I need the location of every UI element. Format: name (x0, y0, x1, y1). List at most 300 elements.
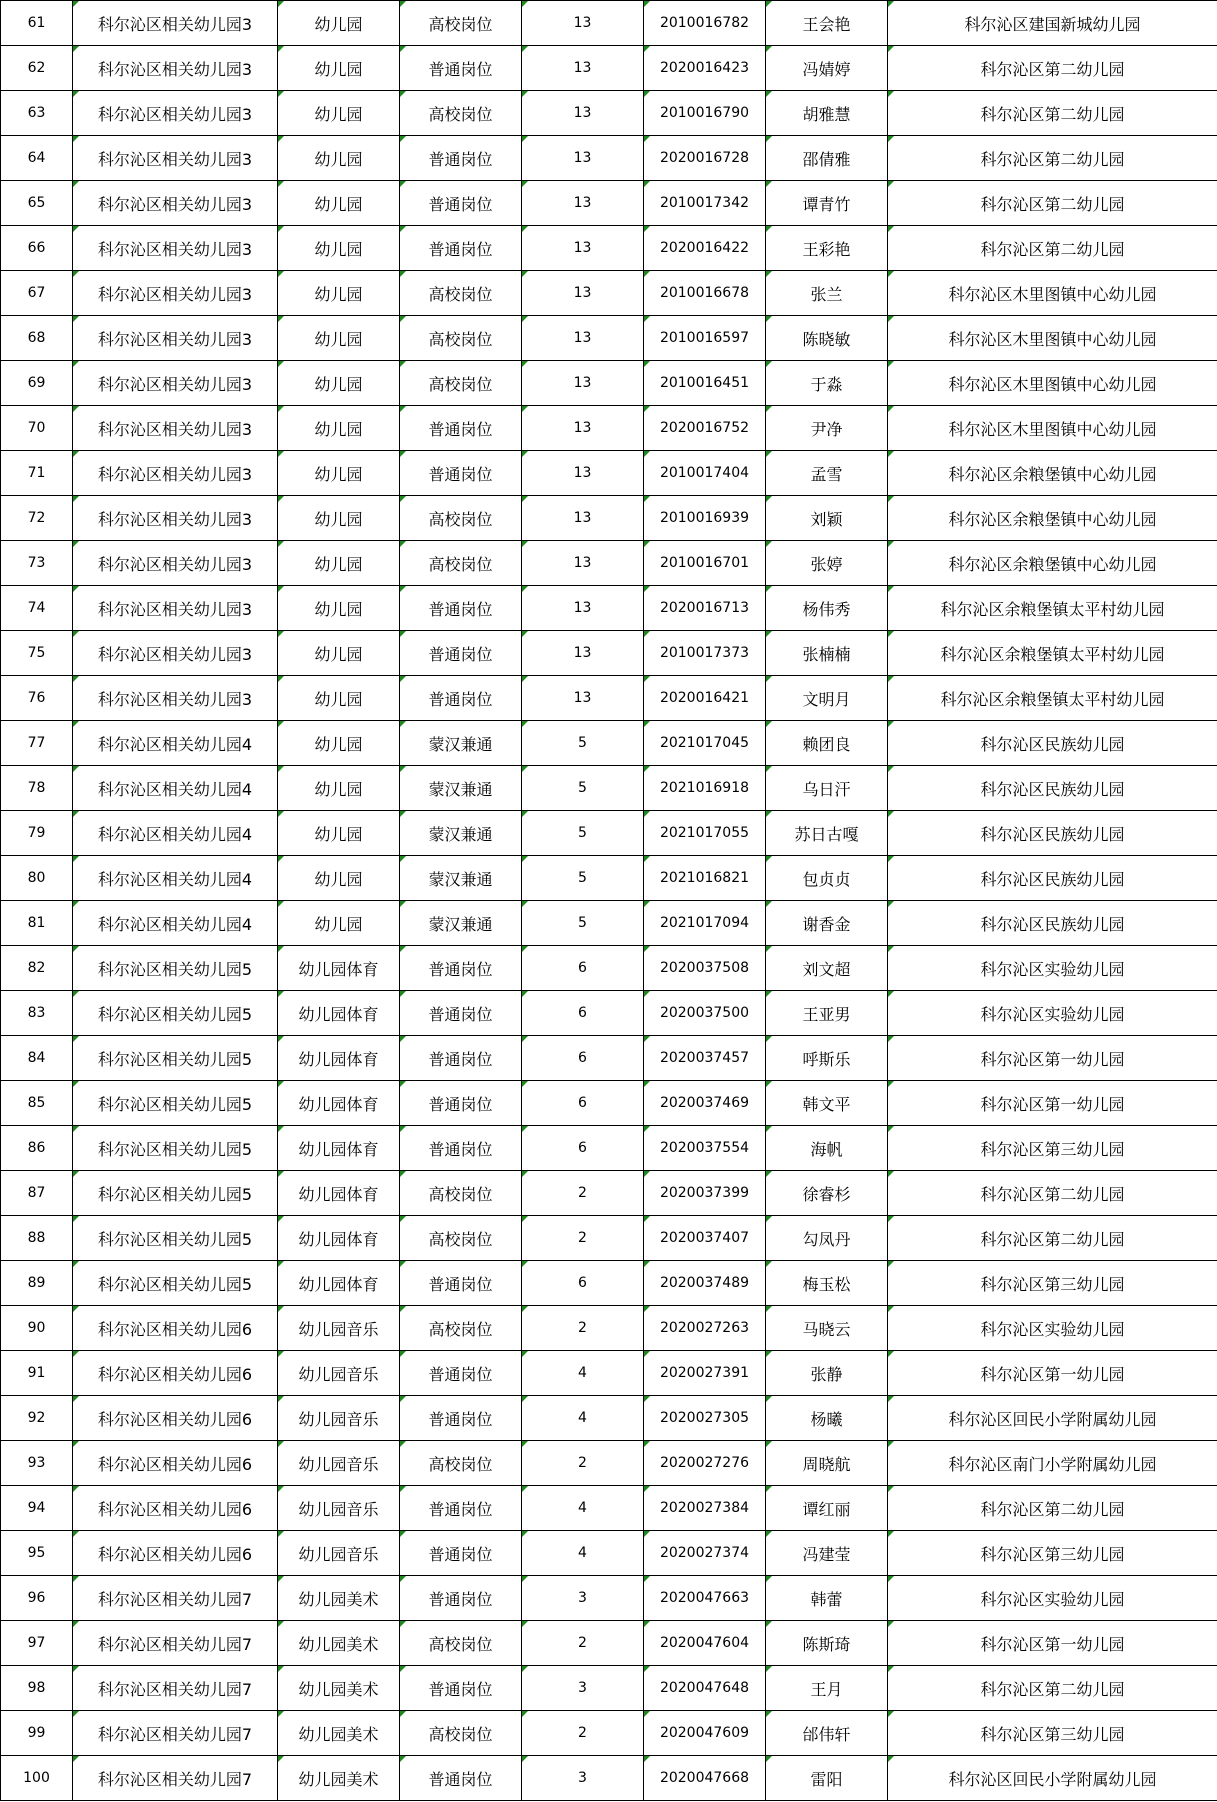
subject-cell: 幼儿园美术 (278, 1711, 400, 1756)
post-type-cell: 高校岗位 (400, 541, 522, 586)
school-cell: 科尔沁区第二幼儿园 (888, 1486, 1217, 1531)
post-type-cell: 高校岗位 (400, 1441, 522, 1486)
quota-cell: 6 (522, 1036, 644, 1081)
table-row (1, 1666, 1217, 1711)
quota-cell: 13 (522, 271, 644, 316)
table-row (1, 226, 1217, 271)
seq-cell: 90 (1, 1306, 73, 1351)
seq-cell: 98 (1, 1666, 73, 1711)
name-cell: 周晓航 (766, 1441, 888, 1486)
school-cell: 科尔沁区余粮堡镇中心幼儿园 (888, 451, 1217, 496)
exam-id-cell: 2021017094 (644, 901, 766, 946)
post-type-cell: 高校岗位 (400, 1711, 522, 1756)
unit-cell: 科尔沁区相关幼儿园6 (73, 1441, 278, 1486)
subject-cell: 幼儿园体育 (278, 1216, 400, 1261)
school-cell: 科尔沁区第一幼儿园 (888, 1351, 1217, 1396)
exam-id-cell: 2020027305 (644, 1396, 766, 1441)
subject-cell: 幼儿园 (278, 901, 400, 946)
school-cell: 科尔沁区第二幼儿园 (888, 1171, 1217, 1216)
name-cell: 杨曦 (766, 1396, 888, 1441)
table-row (1, 766, 1217, 811)
quota-cell: 4 (522, 1396, 644, 1441)
name-cell: 张楠楠 (766, 631, 888, 676)
name-cell: 海帆 (766, 1126, 888, 1171)
school-cell: 科尔沁区第三幼儿园 (888, 1531, 1217, 1576)
name-cell: 张静 (766, 1351, 888, 1396)
name-cell: 韩蕾 (766, 1576, 888, 1621)
seq-cell: 84 (1, 1036, 73, 1081)
name-cell: 张兰 (766, 271, 888, 316)
school-cell: 科尔沁区第一幼儿园 (888, 1081, 1217, 1126)
table-row (1, 946, 1217, 991)
table-row (1, 181, 1217, 226)
unit-cell: 科尔沁区相关幼儿园4 (73, 856, 278, 901)
table-row (1, 271, 1217, 316)
subject-cell: 幼儿园 (278, 496, 400, 541)
seq-cell: 87 (1, 1171, 73, 1216)
name-cell: 尹净 (766, 406, 888, 451)
table-row (1, 721, 1217, 766)
unit-cell: 科尔沁区相关幼儿园4 (73, 811, 278, 856)
name-cell: 王月 (766, 1666, 888, 1711)
subject-cell: 幼儿园体育 (278, 1081, 400, 1126)
table-row (1, 316, 1217, 361)
subject-cell: 幼儿园美术 (278, 1666, 400, 1711)
exam-id-cell: 2010017404 (644, 451, 766, 496)
subject-cell: 幼儿园 (278, 541, 400, 586)
exam-id-cell: 2020016728 (644, 136, 766, 181)
school-cell: 科尔沁区余粮堡镇太平村幼儿园 (888, 676, 1217, 721)
table-row (1, 1396, 1217, 1441)
name-cell: 杨伟秀 (766, 586, 888, 631)
subject-cell: 幼儿园音乐 (278, 1306, 400, 1351)
quota-cell: 6 (522, 1126, 644, 1171)
exam-id-cell: 2021017045 (644, 721, 766, 766)
exam-id-cell: 2020037469 (644, 1081, 766, 1126)
subject-cell: 幼儿园 (278, 406, 400, 451)
exam-id-cell: 2020047609 (644, 1711, 766, 1756)
school-cell: 科尔沁区民族幼儿园 (888, 721, 1217, 766)
table-row (1, 1261, 1217, 1306)
subject-cell: 幼儿园体育 (278, 1126, 400, 1171)
exam-id-cell: 2020016713 (644, 586, 766, 631)
post-type-cell: 高校岗位 (400, 361, 522, 406)
table-row (1, 1351, 1217, 1396)
seq-cell: 61 (1, 1, 73, 46)
unit-cell: 科尔沁区相关幼儿园3 (73, 271, 278, 316)
subject-cell: 幼儿园 (278, 856, 400, 901)
unit-cell: 科尔沁区相关幼儿园3 (73, 181, 278, 226)
post-type-cell: 普通岗位 (400, 1576, 522, 1621)
unit-cell: 科尔沁区相关幼儿园6 (73, 1306, 278, 1351)
school-cell: 科尔沁区民族幼儿园 (888, 901, 1217, 946)
school-cell: 科尔沁区第一幼儿园 (888, 1036, 1217, 1081)
subject-cell: 幼儿园 (278, 361, 400, 406)
unit-cell: 科尔沁区相关幼儿园7 (73, 1621, 278, 1666)
seq-cell: 71 (1, 451, 73, 496)
quota-cell: 13 (522, 451, 644, 496)
subject-cell: 幼儿园美术 (278, 1756, 400, 1801)
post-type-cell: 普通岗位 (400, 406, 522, 451)
name-cell: 勾凤丹 (766, 1216, 888, 1261)
seq-cell: 74 (1, 586, 73, 631)
subject-cell: 幼儿园体育 (278, 1261, 400, 1306)
table-row (1, 901, 1217, 946)
post-type-cell: 高校岗位 (400, 1, 522, 46)
subject-cell: 幼儿园 (278, 1, 400, 46)
unit-cell: 科尔沁区相关幼儿园6 (73, 1396, 278, 1441)
exam-id-cell: 2010016939 (644, 496, 766, 541)
subject-cell: 幼儿园音乐 (278, 1531, 400, 1576)
table-row (1, 1711, 1217, 1756)
seq-cell: 91 (1, 1351, 73, 1396)
subject-cell: 幼儿园音乐 (278, 1396, 400, 1441)
name-cell: 邵倩雅 (766, 136, 888, 181)
school-cell: 科尔沁区余粮堡镇中心幼儿园 (888, 541, 1217, 586)
post-type-cell: 蒙汉兼通 (400, 811, 522, 856)
name-cell: 冯建莹 (766, 1531, 888, 1576)
table-body (1, 1, 1217, 1801)
subject-cell: 幼儿园 (278, 271, 400, 316)
exam-id-cell: 2020016423 (644, 46, 766, 91)
quota-cell: 13 (522, 496, 644, 541)
exam-id-cell: 2010016790 (644, 91, 766, 136)
post-type-cell: 蒙汉兼通 (400, 901, 522, 946)
post-type-cell: 普通岗位 (400, 991, 522, 1036)
subject-cell: 幼儿园 (278, 226, 400, 271)
post-type-cell: 高校岗位 (400, 1216, 522, 1261)
school-cell: 科尔沁区民族幼儿园 (888, 811, 1217, 856)
exam-id-cell: 2010016782 (644, 1, 766, 46)
name-cell: 徐睿杉 (766, 1171, 888, 1216)
seq-cell: 65 (1, 181, 73, 226)
quota-cell: 13 (522, 586, 644, 631)
school-cell: 科尔沁区建国新城幼儿园 (888, 1, 1217, 46)
seq-cell: 80 (1, 856, 73, 901)
name-cell: 陈斯琦 (766, 1621, 888, 1666)
subject-cell: 幼儿园美术 (278, 1621, 400, 1666)
unit-cell: 科尔沁区相关幼儿园5 (73, 1126, 278, 1171)
exam-id-cell: 2010016597 (644, 316, 766, 361)
table-row (1, 1621, 1217, 1666)
name-cell: 张婷 (766, 541, 888, 586)
quota-cell: 13 (522, 361, 644, 406)
unit-cell: 科尔沁区相关幼儿园3 (73, 631, 278, 676)
post-type-cell: 普通岗位 (400, 1531, 522, 1576)
subject-cell: 幼儿园 (278, 181, 400, 226)
seq-cell: 73 (1, 541, 73, 586)
table-row (1, 1, 1217, 46)
table-row (1, 1306, 1217, 1351)
name-cell: 邰伟轩 (766, 1711, 888, 1756)
exam-id-cell: 2020037508 (644, 946, 766, 991)
name-cell: 胡雅慧 (766, 91, 888, 136)
subject-cell: 幼儿园音乐 (278, 1351, 400, 1396)
school-cell: 科尔沁区实验幼儿园 (888, 991, 1217, 1036)
name-cell: 呼斯乐 (766, 1036, 888, 1081)
table-row (1, 541, 1217, 586)
seq-cell: 100 (1, 1756, 73, 1801)
seq-cell: 78 (1, 766, 73, 811)
subject-cell: 幼儿园体育 (278, 1171, 400, 1216)
seq-cell: 77 (1, 721, 73, 766)
school-cell: 科尔沁区余粮堡镇太平村幼儿园 (888, 586, 1217, 631)
unit-cell: 科尔沁区相关幼儿园6 (73, 1531, 278, 1576)
seq-cell: 99 (1, 1711, 73, 1756)
school-cell: 科尔沁区余粮堡镇太平村幼儿园 (888, 631, 1217, 676)
unit-cell: 科尔沁区相关幼儿园3 (73, 451, 278, 496)
table-row (1, 1756, 1217, 1801)
quota-cell: 2 (522, 1441, 644, 1486)
table-row (1, 136, 1217, 181)
post-type-cell: 蒙汉兼通 (400, 766, 522, 811)
exam-id-cell: 2020016422 (644, 226, 766, 271)
unit-cell: 科尔沁区相关幼儿园3 (73, 91, 278, 136)
exam-id-cell: 2020027391 (644, 1351, 766, 1396)
seq-cell: 76 (1, 676, 73, 721)
unit-cell: 科尔沁区相关幼儿园3 (73, 676, 278, 721)
table-row (1, 91, 1217, 136)
subject-cell: 幼儿园体育 (278, 991, 400, 1036)
unit-cell: 科尔沁区相关幼儿园3 (73, 136, 278, 181)
exam-id-cell: 2021017055 (644, 811, 766, 856)
quota-cell: 6 (522, 946, 644, 991)
quota-cell: 5 (522, 721, 644, 766)
post-type-cell: 普通岗位 (400, 1036, 522, 1081)
post-type-cell: 蒙汉兼通 (400, 856, 522, 901)
unit-cell: 科尔沁区相关幼儿园3 (73, 316, 278, 361)
unit-cell: 科尔沁区相关幼儿园5 (73, 946, 278, 991)
school-cell: 科尔沁区实验幼儿园 (888, 946, 1217, 991)
subject-cell: 幼儿园 (278, 676, 400, 721)
post-type-cell: 普通岗位 (400, 1756, 522, 1801)
quota-cell: 5 (522, 856, 644, 901)
school-cell: 科尔沁区第二幼儿园 (888, 136, 1217, 181)
name-cell: 韩文平 (766, 1081, 888, 1126)
subject-cell: 幼儿园美术 (278, 1576, 400, 1621)
name-cell: 谭红丽 (766, 1486, 888, 1531)
exam-id-cell: 2020016421 (644, 676, 766, 721)
name-cell: 赖团良 (766, 721, 888, 766)
seq-cell: 63 (1, 91, 73, 136)
quota-cell: 13 (522, 406, 644, 451)
name-cell: 苏日古嘎 (766, 811, 888, 856)
post-type-cell: 普通岗位 (400, 226, 522, 271)
seq-cell: 81 (1, 901, 73, 946)
quota-cell: 13 (522, 46, 644, 91)
seq-cell: 93 (1, 1441, 73, 1486)
school-cell: 科尔沁区余粮堡镇中心幼儿园 (888, 496, 1217, 541)
name-cell: 马晓云 (766, 1306, 888, 1351)
post-type-cell: 普通岗位 (400, 136, 522, 181)
exam-id-cell: 2020047648 (644, 1666, 766, 1711)
name-cell: 冯婧婷 (766, 46, 888, 91)
unit-cell: 科尔沁区相关幼儿园4 (73, 901, 278, 946)
post-type-cell: 普通岗位 (400, 46, 522, 91)
post-type-cell: 高校岗位 (400, 316, 522, 361)
unit-cell: 科尔沁区相关幼儿园7 (73, 1666, 278, 1711)
post-type-cell: 普通岗位 (400, 1351, 522, 1396)
exam-id-cell: 2020027384 (644, 1486, 766, 1531)
table-row (1, 361, 1217, 406)
exam-id-cell: 2020047663 (644, 1576, 766, 1621)
table-row (1, 1441, 1217, 1486)
quota-cell: 13 (522, 631, 644, 676)
exam-id-cell: 2020037500 (644, 991, 766, 1036)
school-cell: 科尔沁区第二幼儿园 (888, 1666, 1217, 1711)
name-cell: 孟雪 (766, 451, 888, 496)
subject-cell: 幼儿园 (278, 811, 400, 856)
quota-cell: 6 (522, 991, 644, 1036)
subject-cell: 幼儿园 (278, 316, 400, 361)
post-type-cell: 高校岗位 (400, 1306, 522, 1351)
seq-cell: 86 (1, 1126, 73, 1171)
seq-cell: 83 (1, 991, 73, 1036)
unit-cell: 科尔沁区相关幼儿园7 (73, 1756, 278, 1801)
table-row (1, 406, 1217, 451)
school-cell: 科尔沁区第二幼儿园 (888, 181, 1217, 226)
quota-cell: 13 (522, 676, 644, 721)
table-row (1, 586, 1217, 631)
subject-cell: 幼儿园 (278, 721, 400, 766)
seq-cell: 94 (1, 1486, 73, 1531)
school-cell: 科尔沁区第二幼儿园 (888, 226, 1217, 271)
post-type-cell: 普通岗位 (400, 1396, 522, 1441)
table-row (1, 676, 1217, 721)
name-cell: 王会艳 (766, 1, 888, 46)
unit-cell: 科尔沁区相关幼儿园5 (73, 1081, 278, 1126)
exam-id-cell: 2010017373 (644, 631, 766, 676)
exam-id-cell: 2021016918 (644, 766, 766, 811)
name-cell: 刘文超 (766, 946, 888, 991)
unit-cell: 科尔沁区相关幼儿园5 (73, 1261, 278, 1306)
seq-cell: 64 (1, 136, 73, 181)
table-row (1, 1531, 1217, 1576)
unit-cell: 科尔沁区相关幼儿园5 (73, 991, 278, 1036)
quota-cell: 2 (522, 1216, 644, 1261)
name-cell: 谭青竹 (766, 181, 888, 226)
unit-cell: 科尔沁区相关幼儿园7 (73, 1711, 278, 1756)
school-cell: 科尔沁区第二幼儿园 (888, 91, 1217, 136)
subject-cell: 幼儿园 (278, 766, 400, 811)
table-row (1, 1576, 1217, 1621)
school-cell: 科尔沁区木里图镇中心幼儿园 (888, 361, 1217, 406)
subject-cell: 幼儿园 (278, 451, 400, 496)
quota-cell: 4 (522, 1486, 644, 1531)
exam-id-cell: 2010017342 (644, 181, 766, 226)
school-cell: 科尔沁区民族幼儿园 (888, 856, 1217, 901)
exam-id-cell: 2020047668 (644, 1756, 766, 1801)
school-cell: 科尔沁区回民小学附属幼儿园 (888, 1756, 1217, 1801)
unit-cell: 科尔沁区相关幼儿园3 (73, 226, 278, 271)
seq-cell: 97 (1, 1621, 73, 1666)
quota-cell: 5 (522, 901, 644, 946)
quota-cell: 13 (522, 226, 644, 271)
name-cell: 雷阳 (766, 1756, 888, 1801)
school-cell: 科尔沁区第二幼儿园 (888, 46, 1217, 91)
post-type-cell: 高校岗位 (400, 91, 522, 136)
subject-cell: 幼儿园音乐 (278, 1441, 400, 1486)
unit-cell: 科尔沁区相关幼儿园5 (73, 1036, 278, 1081)
exam-id-cell: 2010016451 (644, 361, 766, 406)
seq-cell: 62 (1, 46, 73, 91)
quota-cell: 13 (522, 1, 644, 46)
name-cell: 陈晓敏 (766, 316, 888, 361)
seq-cell: 68 (1, 316, 73, 361)
school-cell: 科尔沁区木里图镇中心幼儿园 (888, 316, 1217, 361)
subject-cell: 幼儿园 (278, 631, 400, 676)
table-row (1, 811, 1217, 856)
unit-cell: 科尔沁区相关幼儿园3 (73, 361, 278, 406)
quota-cell: 2 (522, 1621, 644, 1666)
exam-id-cell: 2020047604 (644, 1621, 766, 1666)
quota-cell: 13 (522, 136, 644, 181)
unit-cell: 科尔沁区相关幼儿园5 (73, 1171, 278, 1216)
unit-cell: 科尔沁区相关幼儿园3 (73, 46, 278, 91)
seq-cell: 95 (1, 1531, 73, 1576)
exam-id-cell: 2021016821 (644, 856, 766, 901)
unit-cell: 科尔沁区相关幼儿园6 (73, 1351, 278, 1396)
table-row (1, 631, 1217, 676)
school-cell: 科尔沁区第三幼儿园 (888, 1261, 1217, 1306)
quota-cell: 2 (522, 1171, 644, 1216)
unit-cell: 科尔沁区相关幼儿园3 (73, 541, 278, 586)
school-cell: 科尔沁区木里图镇中心幼儿园 (888, 406, 1217, 451)
name-cell: 乌日汗 (766, 766, 888, 811)
school-cell: 科尔沁区南门小学附属幼儿园 (888, 1441, 1217, 1486)
post-type-cell: 普通岗位 (400, 586, 522, 631)
school-cell: 科尔沁区民族幼儿园 (888, 766, 1217, 811)
unit-cell: 科尔沁区相关幼儿园4 (73, 721, 278, 766)
table-row (1, 991, 1217, 1036)
post-type-cell: 普通岗位 (400, 1486, 522, 1531)
name-cell: 文明月 (766, 676, 888, 721)
school-cell: 科尔沁区回民小学附属幼儿园 (888, 1396, 1217, 1441)
exam-id-cell: 2020027374 (644, 1531, 766, 1576)
unit-cell: 科尔沁区相关幼儿园7 (73, 1576, 278, 1621)
seq-cell: 69 (1, 361, 73, 406)
name-cell: 刘颖 (766, 496, 888, 541)
unit-cell: 科尔沁区相关幼儿园3 (73, 406, 278, 451)
school-cell: 科尔沁区第三幼儿园 (888, 1711, 1217, 1756)
seq-cell: 88 (1, 1216, 73, 1261)
quota-cell: 6 (522, 1261, 644, 1306)
quota-cell: 13 (522, 541, 644, 586)
post-type-cell: 普通岗位 (400, 451, 522, 496)
table-row (1, 1171, 1217, 1216)
table-row (1, 1036, 1217, 1081)
subject-cell: 幼儿园 (278, 586, 400, 631)
post-type-cell: 普通岗位 (400, 1666, 522, 1711)
name-cell: 于淼 (766, 361, 888, 406)
subject-cell: 幼儿园 (278, 136, 400, 181)
post-type-cell: 普通岗位 (400, 631, 522, 676)
seq-cell: 79 (1, 811, 73, 856)
post-type-cell: 普通岗位 (400, 946, 522, 991)
seq-cell: 70 (1, 406, 73, 451)
seq-cell: 66 (1, 226, 73, 271)
subject-cell: 幼儿园体育 (278, 1036, 400, 1081)
seq-cell: 72 (1, 496, 73, 541)
subject-cell: 幼儿园音乐 (278, 1486, 400, 1531)
school-cell: 科尔沁区第一幼儿园 (888, 1621, 1217, 1666)
post-type-cell: 普通岗位 (400, 181, 522, 226)
unit-cell: 科尔沁区相关幼儿园5 (73, 1216, 278, 1261)
seq-cell: 92 (1, 1396, 73, 1441)
table-row (1, 1126, 1217, 1171)
table-row (1, 1216, 1217, 1261)
subject-cell: 幼儿园体育 (278, 946, 400, 991)
